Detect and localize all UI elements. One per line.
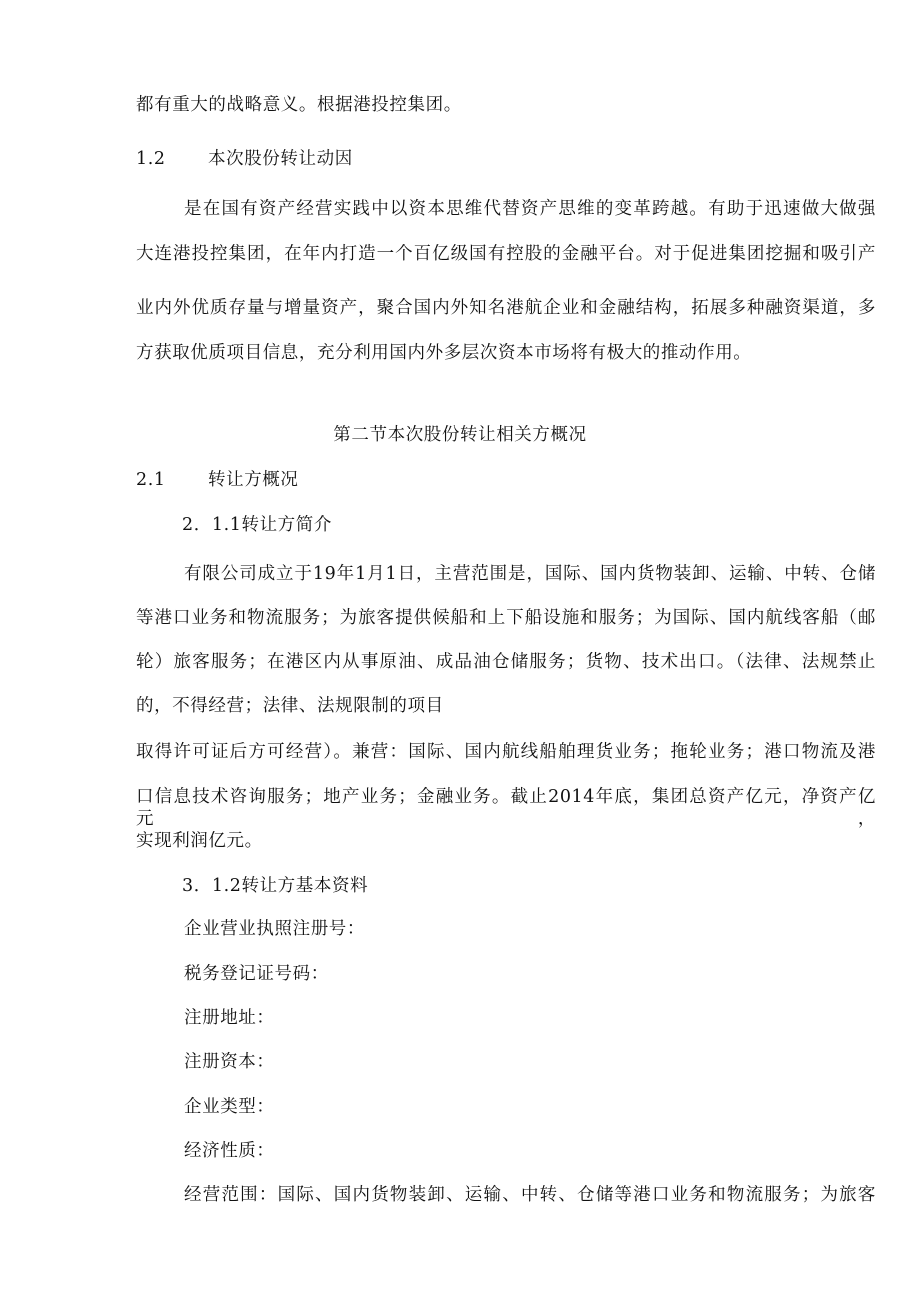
field-registered-address: 注册地址： <box>184 1008 275 1028</box>
subsection-heading-2-1-1: 2．1.1转让方简介 <box>182 515 332 535</box>
intro-paragraph-2-line: 实现利润亿元。 <box>136 831 263 851</box>
motive-paragraph-line: 业内外优质存量与增量资产，聚合国内外知名港航企业和金融结构，拓展多种融资渠道，多 <box>136 298 876 318</box>
motive-paragraph-line: 大连港投控集团，在年内打造一个百亿级国有控股的金融平台。对于促进集团挖掘和吸引产 <box>136 244 876 264</box>
section-title: 本次股份转让动因 <box>208 149 353 169</box>
subsection-heading-2-1-2: 3．1.2转让方基本资料 <box>182 876 369 896</box>
section-heading-1-2 <box>136 148 876 170</box>
field-enterprise-type: 企业类型： <box>184 1097 275 1117</box>
field-tax-registration-number: 税务登记证号码： <box>184 964 329 984</box>
field-business-scope: 经营范围：国际、国内货物装卸、运输、中转、仓储等港口业务和物流服务；为旅客 <box>184 1185 876 1205</box>
intro-paragraph-line: 轮）旅客服务；在港区内从事原油、成品油仓储服务；货物、技术出口。（法律、法规禁止 <box>136 652 876 672</box>
section-number: 1.2 <box>136 149 166 169</box>
intro-paragraph-2-line: 取得许可证后方可经营）。兼营：国际、国内航线船舶理货业务；拖轮业务；港口物流及港 <box>136 742 876 762</box>
field-economic-nature: 经济性质： <box>184 1141 275 1161</box>
intro-paragraph-line: 的，不得经营；法律、法规限制的项目 <box>136 696 444 716</box>
section-number: 2.1 <box>136 470 166 490</box>
section-heading-2-1 <box>136 469 876 491</box>
intro-paragraph-line: 有限公司成立于19年1月1日，主营范围是，国际、国内货物装卸、运输、中转、仓储 <box>184 564 876 584</box>
motive-paragraph-line: 是在国有资产经营实践中以资本思维代替资产思维的变革跨越。有助于迅速做大做强 <box>184 199 876 219</box>
intro-paragraph-2-line: 口信息技术咨询服务；地产业务；金融业务。截止2014年底，集团总资产亿元，净资产亿元， <box>136 787 876 829</box>
field-business-license-number: 企业营业执照注册号： <box>184 919 365 939</box>
intro-tail-paragraph: 都有重大的战略意义。根据港投控集团。 <box>136 95 462 115</box>
section-two-heading: 第二节本次股份转让相关方概况 <box>333 425 587 445</box>
field-registered-capital: 注册资本： <box>184 1052 275 1072</box>
motive-paragraph-line: 方获取优质项目信息，充分利用国内外多层次资本市场将有极大的推动作用。 <box>136 343 752 363</box>
intro-paragraph-line: 等港口业务和物流服务；为旅客提供候船和上下船设施和服务；为国际、国内航线客船（邮 <box>136 608 876 628</box>
section-title: 转让方概况 <box>208 470 299 490</box>
